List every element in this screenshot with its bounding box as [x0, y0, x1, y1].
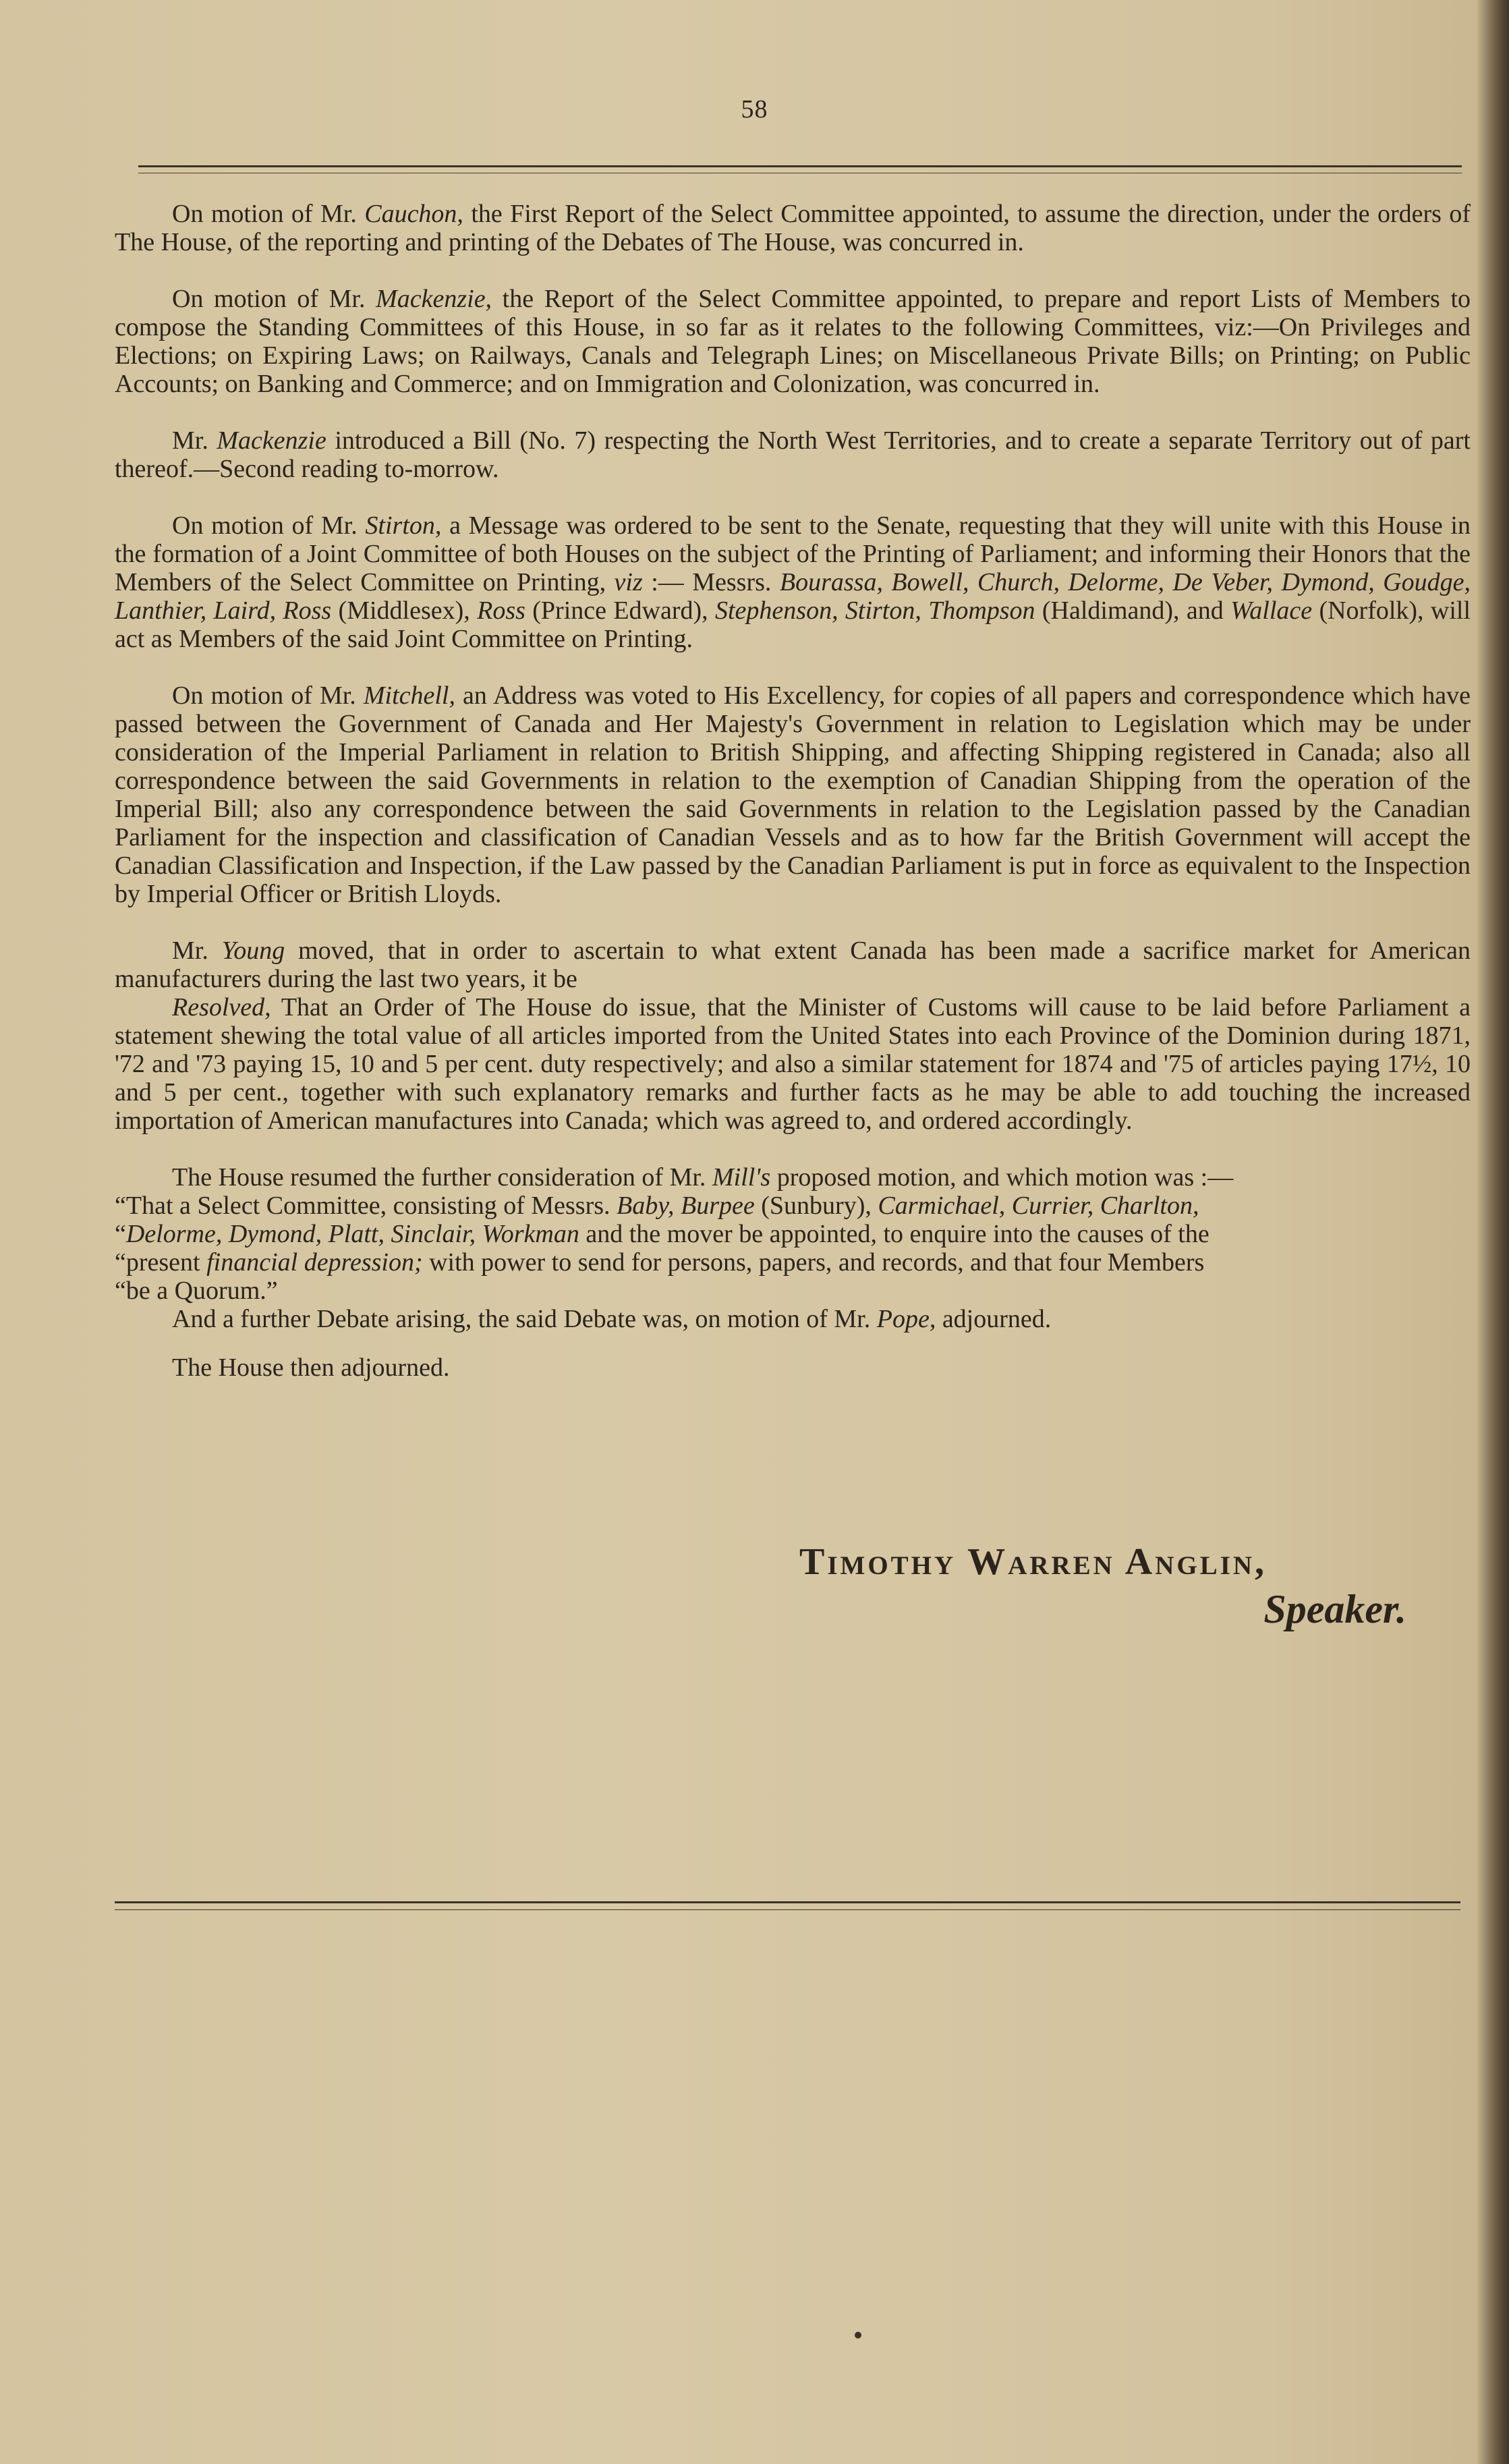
text-run: the First Report of the Select Committee appointed, to assume the direction, under the orders of The House, of the reporting and printing of the Debates of The House, was concurred in.: [115, 200, 1471, 256]
text-run: The House resumed the further consideration of Mr.: [172, 1163, 712, 1192]
text-run: Ross: [477, 596, 525, 625]
text-run: On motion of Mr.: [172, 200, 365, 228]
text-run: a Message was ordered to be sent to the Senate, requesting that they will unite with this House in the formation of a Joint Committee of both Houses on the subject of the Printing of Parliament; and informing their Honors that the Members of the Select Committee on Printing,: [115, 511, 1471, 596]
footer-rule-top: [115, 1901, 1460, 1903]
ink-speck: [855, 2332, 861, 2339]
text-run: with power to send for persons, papers, and records, and that four Members: [422, 1248, 1205, 1277]
text-run: Mill's: [712, 1163, 771, 1192]
text-run: :— Messrs.: [642, 568, 780, 596]
paragraph-p10: [115, 1353, 1471, 1382]
text-run: (Prince Edward),: [525, 596, 715, 625]
text-run: Mackenzie,: [376, 285, 492, 313]
page-number: 58: [741, 95, 768, 123]
text-run: Mr.: [172, 936, 222, 965]
text-run: proposed motion, and which motion was :—: [770, 1163, 1234, 1192]
text-run: Mackenzie: [217, 426, 326, 455]
text-run: (Middlesex),: [331, 596, 478, 625]
paragraph-p9: [115, 1305, 1471, 1333]
quote-line-q2: [115, 1220, 1471, 1248]
paragraph-p4: [115, 511, 1471, 653]
text-run: adjourned.: [936, 1305, 1052, 1333]
header-rule-top: [138, 165, 1462, 167]
speaker-name: Timothy Warren Anglin,: [799, 1541, 1268, 1583]
text-run: Stephenson, Stirton, Thompson: [714, 596, 1035, 625]
paragraphs: [115, 200, 1471, 1192]
closing-paragraphs: [115, 1305, 1471, 1382]
text-run: Wallace: [1230, 596, 1313, 625]
text-run: On motion of Mr.: [172, 285, 376, 313]
text-run: And a further Debate arising, the said Debate was, on motion of Mr.: [172, 1305, 877, 1333]
text-run: Stirton,: [365, 511, 442, 540]
text-run: Young: [221, 936, 285, 965]
page-edge: [1477, 0, 1509, 2464]
text-run: Pope,: [876, 1305, 936, 1333]
text-run: On motion of Mr.: [172, 511, 366, 540]
text-run: Bourassa, Bowell, Church, Delorme, De Veber, Dymond, Goudge, Lanthier, Laird, Ross: [115, 568, 1471, 625]
quote-line-q3: [115, 1248, 1471, 1277]
journal-body: [115, 200, 1471, 1410]
paragraph-p1: [115, 200, 1471, 256]
footer-rule-bottom: [115, 1909, 1460, 1910]
text-run: an Address was voted to His Excellency, for copies of all papers and correspondence which have passed between the Government of Canada and Her Majesty's Government in relation to Legislation which may be under consideration of the Imperial Parliament in relation to British Shipping, and affecting Shipping registered in Canada; also all correspondence between the said Governments in relation to the exemption of Canadian Shipping from the operation of the Imperial Bill; also any correspondence between the said Governments in relation to the Legislation passed by the Canadian Parliament for the inspection and classification of Canadian Vessels and as to how far the British Government will accept the Canadian Classification and Inspection, if the Law passed by the Canadian Parliament is put in force as equivalent to the Inspection by Imperial Officer or British Lloyds.: [115, 681, 1471, 908]
text-run: “: [115, 1220, 126, 1248]
text-run: On motion of Mr.: [172, 681, 364, 710]
signature-block: [799, 1538, 1420, 1633]
text-run: “present: [115, 1248, 207, 1277]
text-run: The House then adjourned.: [172, 1353, 450, 1382]
paragraph-p6: [115, 936, 1471, 993]
paragraph-p7: [115, 993, 1471, 1135]
text-run: and the mover be appointed, to enquire into the causes of the: [579, 1220, 1209, 1248]
text-run: Cauchon,: [364, 200, 463, 228]
text-run: Mr.: [172, 426, 217, 455]
text-run: (Norfolk), will act as Members of the said Joint Committee on Printing.: [115, 596, 1471, 653]
paragraph-p3: [115, 426, 1471, 483]
paragraph-p5: [115, 681, 1471, 908]
quote-line-q4: [115, 1277, 1471, 1305]
quote-line-q1: [115, 1192, 1471, 1220]
text-run: financial depression;: [206, 1248, 423, 1277]
text-run: “be a Quorum.”: [115, 1277, 278, 1305]
text-run: introduced a Bill (No. 7) respecting the North West Territories, and to create a separate Territory out of part thereof.—Second reading to-morrow.: [115, 426, 1471, 483]
text-run: viz: [614, 568, 643, 596]
text-run: Baby, Burpee: [617, 1192, 755, 1220]
text-run: That an Order of The House do issue, that the Minister of Customs will cause to be laid before Parliament a statement shewing the total value of all articles imported from the United States into each Province of the Dominion during 1871, '72 and '73 paying 15, 10 and 5 per cent. duty respectively; and also a similar statement for 1874 and '75 of articles paying 17½, 10 and 5 per cent., together with such explanatory remarks and further facts as he may be able to add touching the increased importation of American manufactures into Canada; which was agreed to, and ordered accordingly.: [115, 993, 1471, 1135]
paragraph-p2: [115, 285, 1471, 398]
text-run: moved, that in order to ascertain to what extent Canada has been made a sacrifice market for American manufacturers during the last two years, it be: [115, 936, 1471, 993]
paragraph-p8: [115, 1163, 1471, 1192]
text-run: Resolved,: [172, 993, 271, 1021]
text-run: Delorme, Dymond, Platt, Sinclair, Workman: [125, 1220, 579, 1248]
text-run: Mitchell,: [363, 681, 455, 710]
text-run: (Sunbury),: [754, 1192, 878, 1220]
text-run: Carmichael, Currier, Charlton,: [878, 1192, 1199, 1220]
quoted-motion: [115, 1192, 1471, 1305]
speaker-title: Speaker.: [1263, 1587, 1406, 1631]
text-run: “That a Select Committee, consisting of Messrs.: [115, 1192, 617, 1220]
text-run: the Report of the Select Committee appointed, to prepare and report Lists of Members to compose the Standing Committees of this House, in so far as it relates to the following Committees, viz:—On Privileges and Elections; on Expiring Laws; on Railways, Canals and Telegraph Lines; on Miscellaneous Private Bills; on Printing; on Public Accounts; on Banking and Commerce; and on Immigration and Colonization, was concurred in.: [115, 285, 1471, 398]
text-run: (Haldimand), and: [1035, 596, 1231, 625]
